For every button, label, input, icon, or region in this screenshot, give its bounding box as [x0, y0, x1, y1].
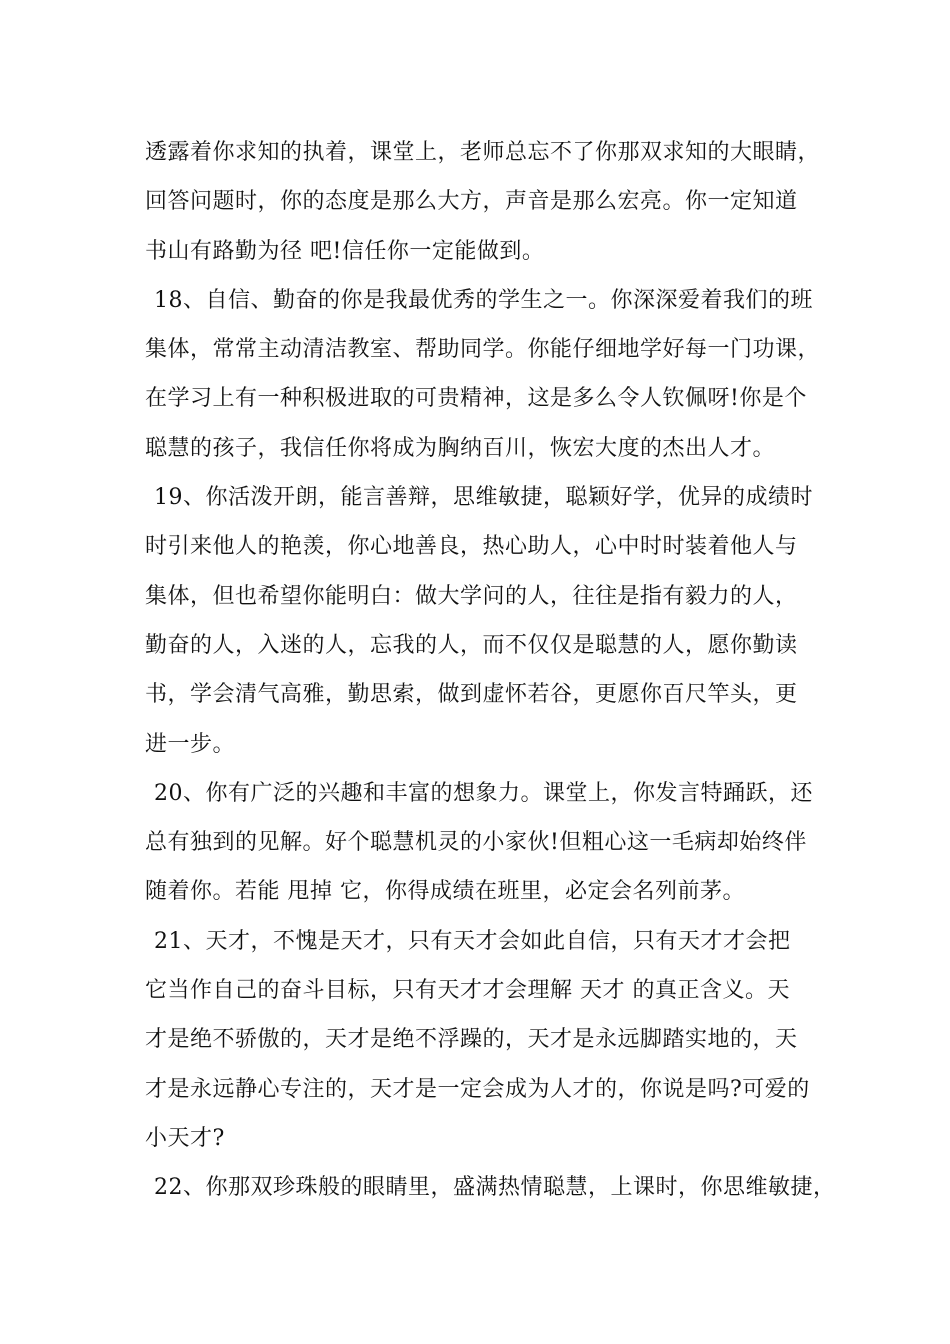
text-line: 透露着你求知的执着，课堂上，老师总忘不了你那双求知的大眼睛，	[145, 140, 821, 165]
text-line: 勤奋的人，入迷的人，忘我的人，而不仅仅是聪慧的人，愿你勤读	[145, 632, 798, 658]
text-line: 书，学会清气高雅，勤思索，做到虚怀若谷，更愿你百尺竿头，更	[145, 682, 798, 708]
text-line: 它当作自己的奋斗目标，只有天才才会理解 天才 的真正含义。天	[145, 978, 790, 1004]
text-line: 进一步。	[145, 731, 236, 757]
paragraph-start-22: 22、你那双珍珠般的眼睛里，盛满热情聪慧，上课时，你思维敏捷，	[154, 1175, 836, 1201]
text-line: 才是绝不骄傲的，天才是绝不浮躁的，天才是永远脚踏实地的，天	[145, 1027, 798, 1053]
text-line: 聪慧的孩子，我信任你将成为胸纳百川，恢宏大度的杰出人才。	[145, 435, 776, 461]
text-line: 时引来他人的艳羡，你心地善良，热心助人，心中时时装着他人与	[145, 534, 798, 560]
paragraph-start-20: 20、你有广泛的兴趣和丰富的想象力。课堂上，你发言特踊跃，还	[154, 780, 813, 806]
document-body	[145, 128, 845, 1213]
text-line: 小天才?	[145, 1125, 225, 1151]
text-line: 集体，但也希望你能明白：做大学问的人，往往是指有毅力的人，	[145, 583, 798, 609]
text-line: 总有独到的见解。好个聪慧机灵的小家伙!但粗心这一毛病却始终伴	[145, 830, 807, 856]
text-line: 随着你。若能 甩掉 它，你得成绩在班里，必定会名列前茅。	[145, 879, 745, 905]
paragraph-start-19: 19、你活泼开朗，能言善辩，思维敏捷，聪颖好学，优异的成绩时	[154, 485, 813, 511]
paragraph-start-21: 21、天才，不愧是天才，只有天才会如此自信，只有天才才会把	[154, 928, 791, 954]
text-line: 回答问题时，你的态度是那么大方，声音是那么宏亮。你一定知道	[145, 189, 798, 215]
text-line: 才是永远静心专注的，天才是一定会成为人才的，你说是吗?可爱的	[145, 1076, 810, 1102]
text-line: 集体，常常主动清洁教室、帮助同学。你能仔细地学好每一门功课，	[145, 337, 821, 363]
text-line: 书山有路勤为径 吧!信任你一定能做到。	[145, 238, 545, 264]
paragraph-start-18: 18、自信、勤奋的你是我最优秀的学生之一。你深深爱着我们的班	[154, 287, 813, 313]
text-line: 在学习上有一种积极进取的可贵精神，这是多么令人钦佩呀!你是个	[145, 386, 807, 412]
